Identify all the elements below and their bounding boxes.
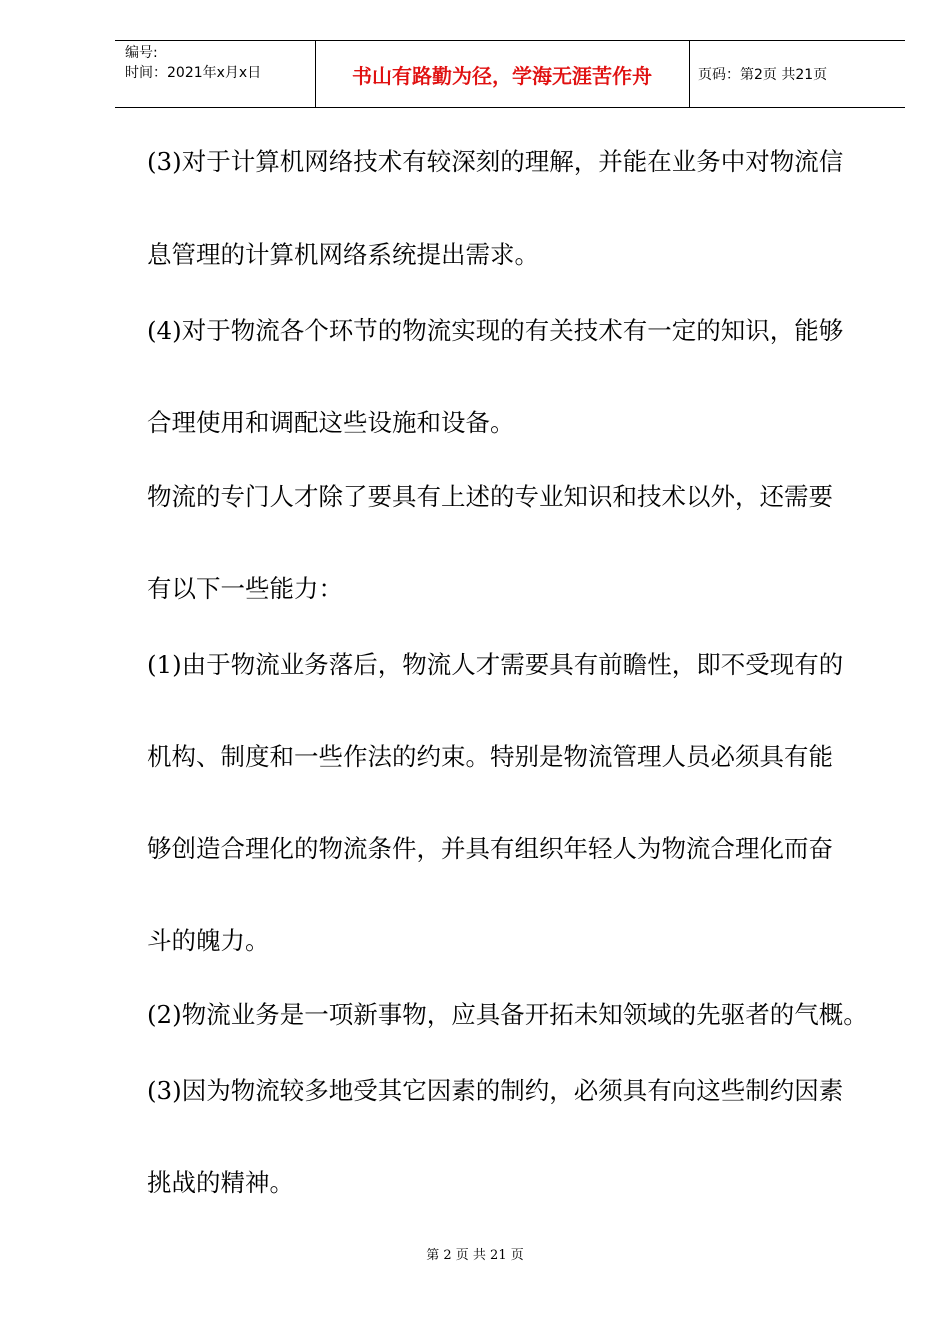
serial-label: 编号:	[125, 45, 158, 61]
body-line: 机构、制度和一些作法的约束。特别是物流管理人员必须具有能	[147, 742, 833, 771]
body-line: 息管理的计算机网络系统提出需求。	[147, 240, 539, 269]
header-meta-cell	[115, 41, 316, 107]
header-motto-cell	[315, 41, 690, 107]
body-line: 有以下一些能力：	[147, 574, 343, 603]
body-line: (1)由于物流业务落后，物流人才需要具有前瞻性，即不受现有的	[147, 650, 844, 679]
header-page-cell	[690, 41, 905, 107]
body-line: (4)对于物流各个环节的物流实现的有关技术有一定的知识，能够	[147, 316, 844, 345]
body-line: 物流的专门人才除了要具有上述的专业知识和技术以外，还需要	[147, 482, 833, 511]
body-line: (3)对于计算机网络技术有较深刻的理解，并能在业务中对物流信	[147, 147, 844, 176]
page-footer: 第 2 页 共 21 页	[426, 1248, 524, 1263]
body-line: (2)物流业务是一项新事物，应具备开拓未知领域的先驱者的气概。	[147, 1000, 868, 1029]
header-page-info: 页码：第2页 共21页	[698, 67, 828, 83]
page-header	[115, 40, 905, 108]
time-label: 时间：2021年x月x日	[125, 65, 262, 81]
body-line: 斗的魄力。	[147, 926, 270, 955]
body-line: 合理使用和调配这些设施和设备。	[147, 408, 515, 437]
body-line: 挑战的精神。	[147, 1168, 294, 1197]
body-line: 够创造合理化的物流条件，并具有组织年轻人为物流合理化而奋	[147, 834, 833, 863]
body-line: (3)因为物流较多地受其它因素的制约，必须具有向这些制约因素	[147, 1076, 844, 1105]
header-motto: 书山有路勤为径，学海无涯苦作舟	[352, 64, 652, 88]
